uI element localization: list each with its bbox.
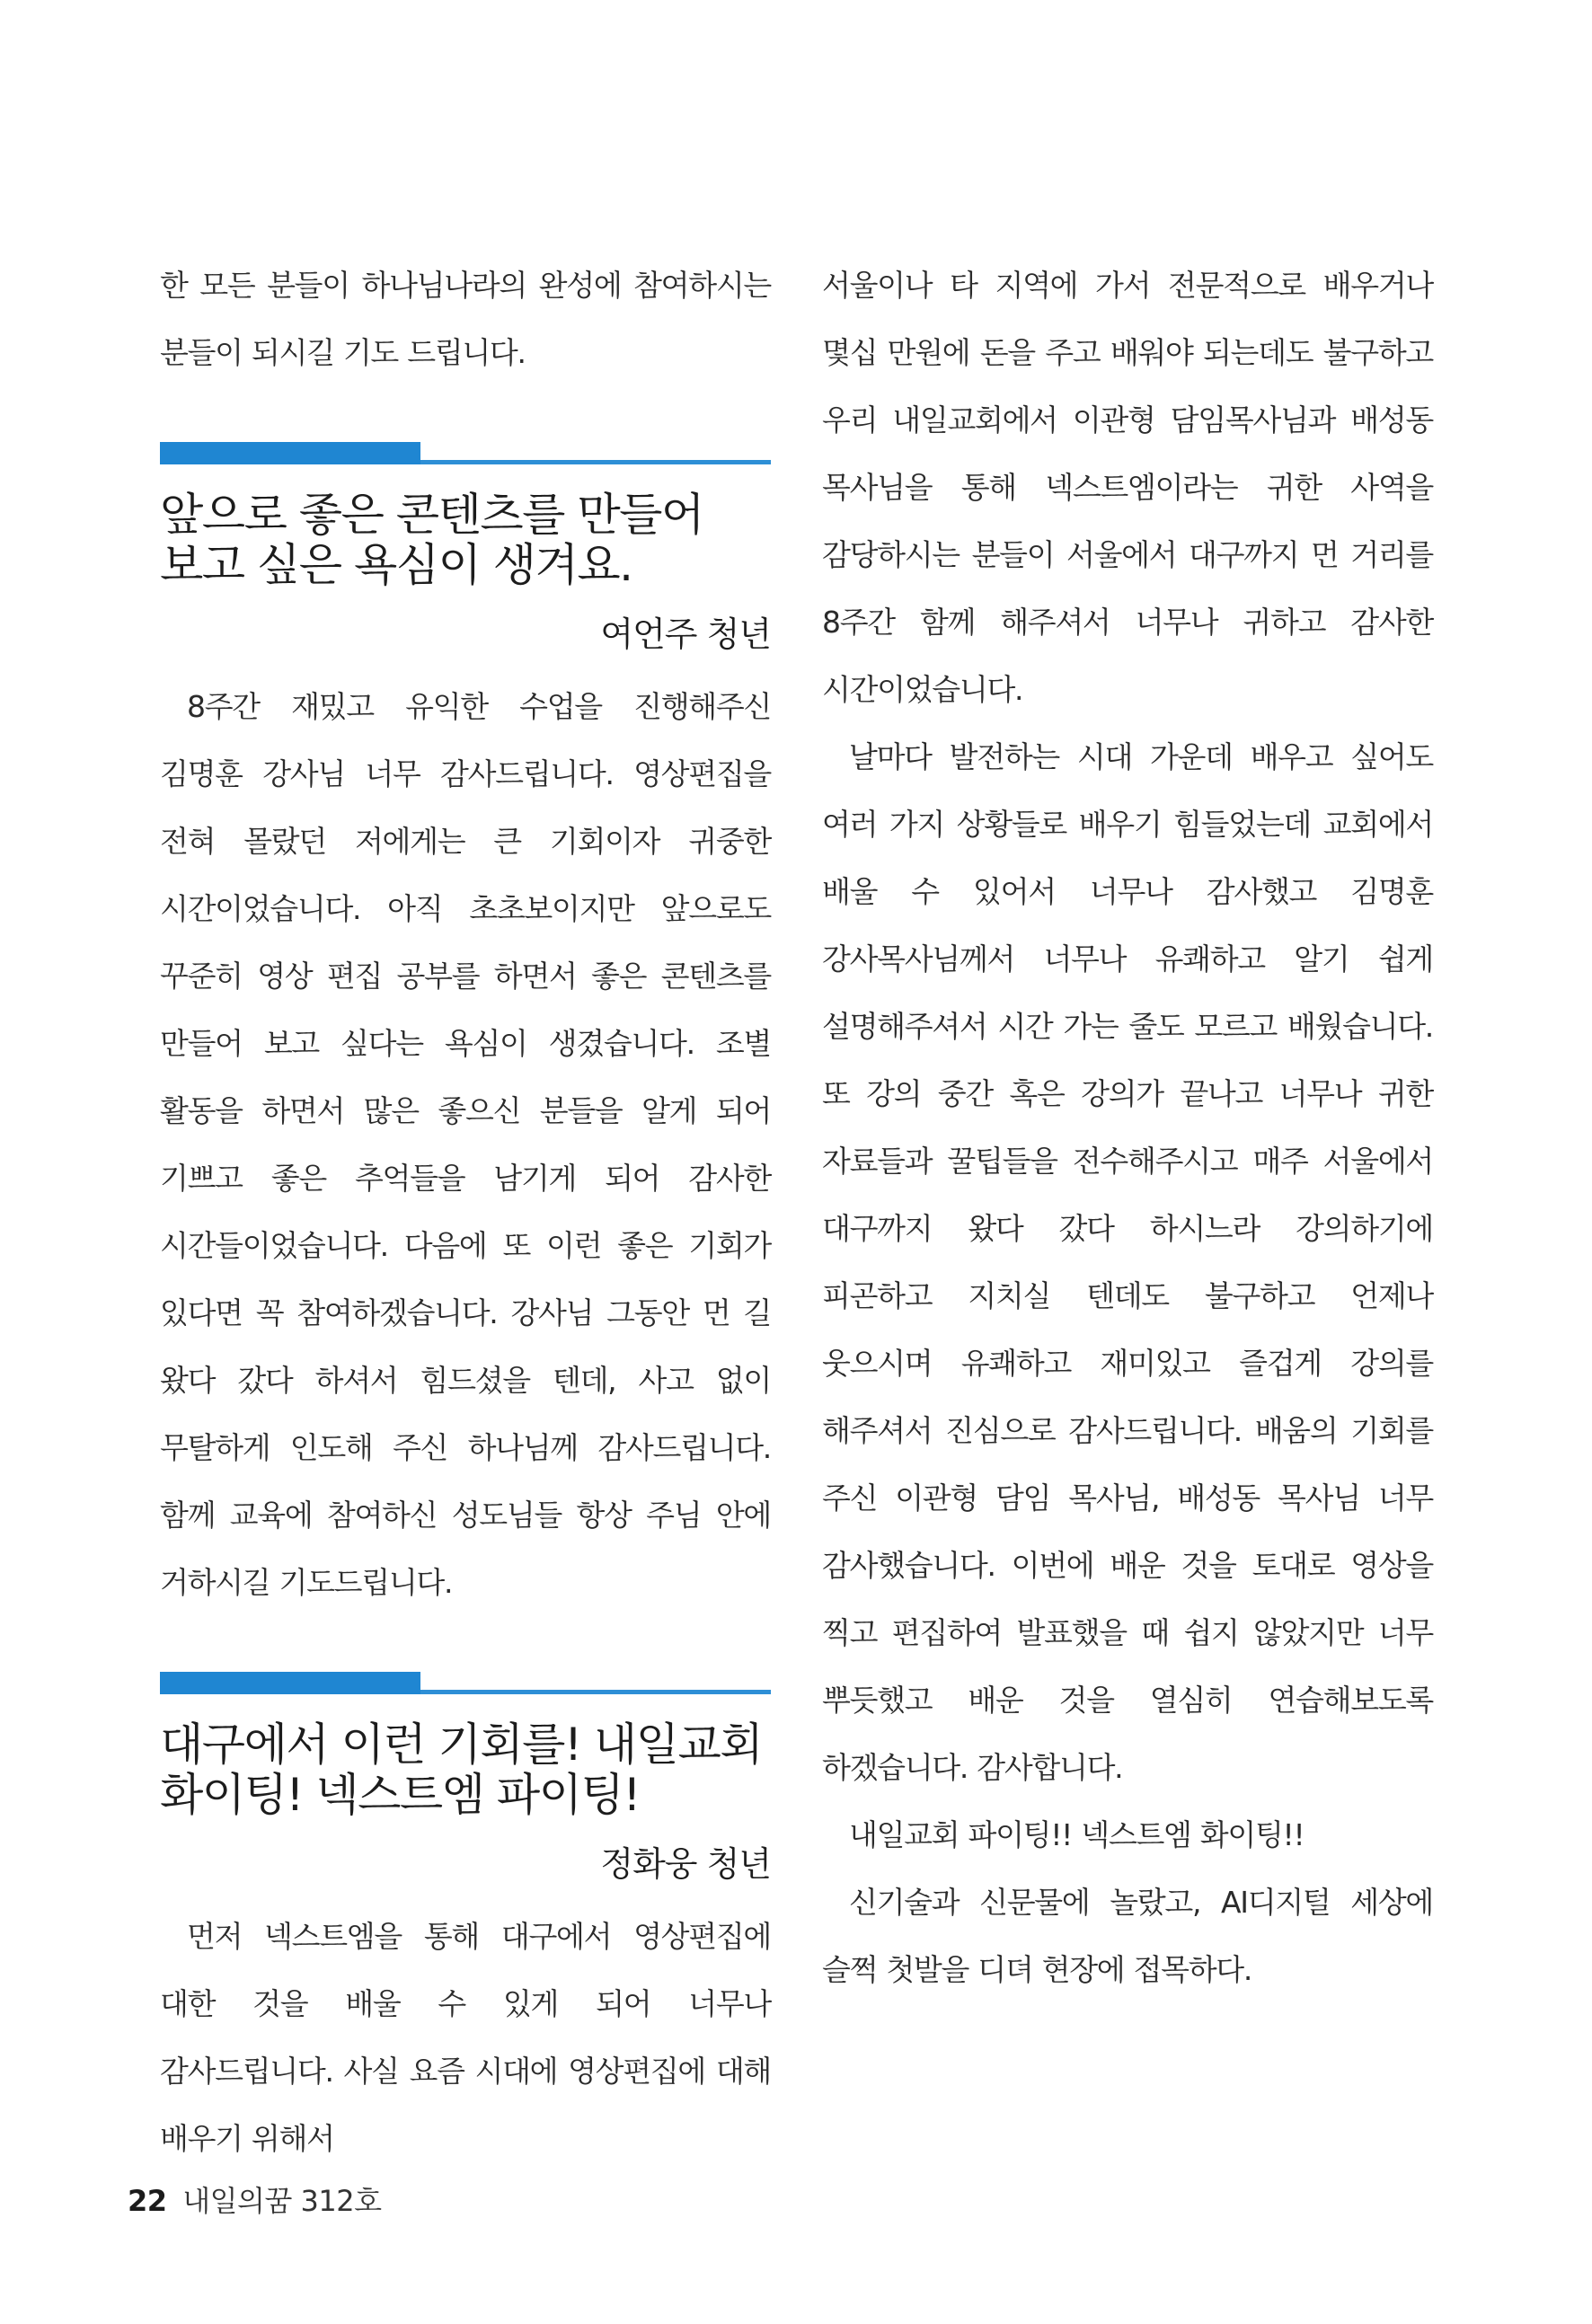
section-2-title-line1: 대구에서 이런 기회를! 내일교회 [160,1719,763,1771]
section-2-body: 먼저 넥스트엠을 통해 대구에서 영상편집에 대한 것을 배울 수 있게 되어 너무나 감사드립니다. 사실 요즘 시대에 영상편집에 대해 배우기 위해서 [160,1919,771,2156]
intro-text: 한 모든 분들이 하나님나라의 완성에 참여하시는 분들이 되시길 기도 드립니다. [160,268,771,370]
page-number: 22 [128,2184,167,2218]
right-column [822,252,1433,2003]
section-1 [160,460,771,1616]
section-1-body: 8주간 재밌고 유익한 수업을 진행해주신 김명훈 강사님 너무 감사드립니다. 영상편집을 전혀 몰랐던 저에게는 큰 기회이자 귀중한 시간이었습니다. 아직 초초보이지만 앞으로도 꾸준히 영상 편집 공부를 하면서 좋은 콘텐츠를 만들어 보고 싶다는 욕심이 생겼습니다. 조별 활동을 하면서 많은 좋으신 분들을 알게 되어 기쁘고 좋은 추억들을 남기게 되어 감사한 시간들이었습니다. 다음에 또 이런 좋은 기회가 있다면 꼭 참여하겠습니다. 강사님 그동안 먼 길 왔다 갔다 하셔서 힘드셨을 텐데, 사고 없이 무탈하게 인도해 주신 하나님께 감사드립니다. 함께 교육에 참여하신 성도님들 항상 주님 안에 거하시길 기도드립니다. [160,689,771,1600]
section-1-divider [160,460,771,464]
section-2-divider [160,1690,771,1694]
publication-name: 내일의꿈 312호 [182,2184,382,2218]
section-2-title [160,1719,771,1820]
section-1-author: 여언주 청년 [600,614,771,654]
right-paragraph-1: 서울이나 타 지역에 가서 전문적으로 배우거나 몇십 만원에 돈을 주고 배워야 되는데도 불구하고 우리 내일교회에서 이관형 담임목사님과 배성동 목사님을 통해 넥스트엠이라는 귀한 사역을 감당하시는 분들이 서울에서 대구까지 먼 거리를 8주간 함께 해주셔서 너무나 귀하고 감사한 시간이었습니다. [822,268,1433,707]
section-2 [160,1690,771,2172]
right-paragraph-3: 내일교회 파이팅!! 넥스트엠 화이팅!! [849,1817,1305,1852]
section-2-title-line2: 화이팅! 넥스트엠 파이팅! [160,1769,640,1821]
right-paragraph-2: 날마다 발전하는 시대 가운데 배우고 싶어도 여러 가지 상황들로 배우기 힘들었는데 교회에서 배울 수 있어서 너무나 감사했고 김명훈 강사목사님께서 너무나 유쾌하고 알기 쉽게 설명해주셔서 시간 가는 줄도 모르고 배웠습니다. 또 강의 중간 혹은 강의가 끝나고 너무나 귀한 자료들과 꿀팁들을 전수해주시고 매주 서울에서 대구까지 왔다 갔다 하시느라 강의하기에 피곤하고 지치실 텐데도 불구하고 언제나 웃으시며 유쾌하고 재미있고 즐겁게 강의를 해주셔서 진심으로 감사드립니다. 배움의 기회를 주신 이관형 담임 목사님, 배성동 목사님 너무 감사했습니다. 이번에 배운 것을 토대로 영상을 찍고 편집하여 발표했을 때 쉽지 않았지만 너무 뿌듯했고 배운 것을 열심히 연습해보도록 하겠습니다. 감사합니다. [822,739,1433,1785]
page-footer [128,2183,382,2219]
right-paragraph-4: 신기술과 신문물에 놀랐고, AI디지털 세상에 슬쩍 첫발을 디뎌 현장에 접목하다. [822,1885,1433,1987]
section-1-title [160,490,771,590]
section-1-title-line1: 앞으로 좋은 콘텐츠를 만들어 [160,489,703,541]
section-1-title-line2: 보고 싶은 욕심이 생겨요. [160,539,632,591]
left-column [160,252,771,2172]
section-2-author: 정화웅 청년 [600,1844,771,1884]
